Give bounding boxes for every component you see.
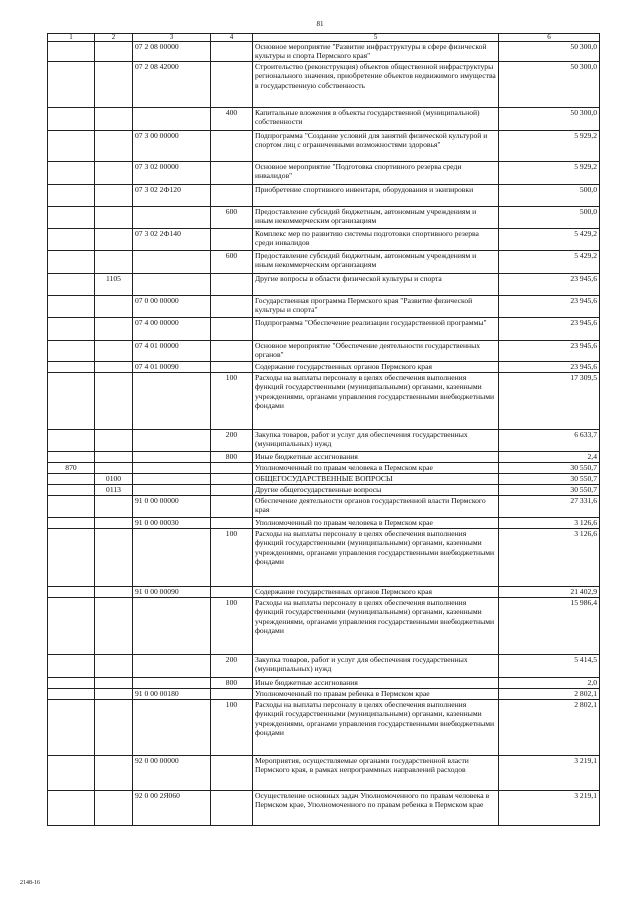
admin-code-cell bbox=[48, 273, 95, 295]
admin-code-cell bbox=[48, 228, 95, 250]
expense-type-cell bbox=[211, 42, 253, 62]
target-article-cell: 91 0 00 00030 bbox=[133, 517, 211, 528]
footer-code: 2148-16 bbox=[20, 880, 40, 886]
admin-code-cell bbox=[48, 361, 95, 372]
table-row bbox=[48, 340, 600, 361]
amount-cell: 50 300,0 bbox=[499, 107, 600, 130]
amount-cell: 3 219,1 bbox=[499, 790, 600, 825]
expense-type-cell: 600 bbox=[211, 206, 253, 228]
amount-cell: 3 126,6 bbox=[499, 517, 600, 528]
admin-code-cell bbox=[48, 295, 95, 317]
admin-code-cell: 870 bbox=[48, 462, 95, 473]
section-code-cell bbox=[95, 42, 133, 62]
admin-code-cell bbox=[48, 586, 95, 597]
admin-code-cell bbox=[48, 61, 95, 107]
admin-code-cell bbox=[48, 107, 95, 130]
admin-code-cell bbox=[48, 429, 95, 451]
description-cell: Иные бюджетные ассигнования bbox=[253, 677, 499, 688]
amount-cell: 27 331,6 bbox=[499, 495, 600, 517]
table-row bbox=[48, 184, 600, 206]
section-code-cell bbox=[95, 528, 133, 586]
column-header-4: 4 bbox=[211, 34, 253, 42]
expense-type-cell bbox=[211, 688, 253, 699]
expense-type-cell bbox=[211, 495, 253, 517]
target-article-cell bbox=[133, 528, 211, 586]
expense-type-cell bbox=[211, 61, 253, 107]
expense-type-cell bbox=[211, 130, 253, 161]
expense-type-cell bbox=[211, 317, 253, 340]
section-code-cell bbox=[95, 790, 133, 825]
expense-type-cell bbox=[211, 586, 253, 597]
description-cell: Уполномоченный по правам человека в Пермском крае bbox=[253, 462, 499, 473]
admin-code-cell bbox=[48, 790, 95, 825]
table-row bbox=[48, 273, 600, 295]
table-row bbox=[48, 688, 600, 699]
description-cell: Расходы на выплаты персоналу в целях обеспечения выполнения функций государственными (муниципальными) органами, казенными учреждениями, органами управления государственными внебюджетными фондами bbox=[253, 699, 499, 755]
expense-type-cell bbox=[211, 473, 253, 484]
section-code-cell bbox=[95, 107, 133, 130]
target-article-cell: 91 0 00 00180 bbox=[133, 688, 211, 699]
description-cell: Основное мероприятие "Развитие инфраструктуры в сфере физической культуры и спорта Пермского края" bbox=[253, 42, 499, 62]
admin-code-cell bbox=[48, 654, 95, 677]
admin-code-cell bbox=[48, 517, 95, 528]
admin-code-cell bbox=[48, 184, 95, 206]
table-row bbox=[48, 484, 600, 495]
section-code-cell: 0113 bbox=[95, 484, 133, 495]
amount-cell: 30 550,7 bbox=[499, 473, 600, 484]
description-cell: Государственная программа Пермского края "Развитие физической культуры и спорта" bbox=[253, 295, 499, 317]
table-row bbox=[48, 473, 600, 484]
amount-cell: 23 945,6 bbox=[499, 273, 600, 295]
target-article-cell bbox=[133, 206, 211, 228]
target-article-cell: 07 3 00 00000 bbox=[133, 130, 211, 161]
section-code-cell bbox=[95, 677, 133, 688]
expense-type-cell bbox=[211, 161, 253, 184]
target-article-cell: 91 0 00 00000 bbox=[133, 495, 211, 517]
admin-code-cell bbox=[48, 677, 95, 688]
description-cell: Мероприятия, осуществляемые органами государственной власти Пермского края, в рамках непрограммных направлений расходов bbox=[253, 755, 499, 790]
expense-type-cell: 800 bbox=[211, 451, 253, 462]
budget-table bbox=[47, 33, 600, 826]
description-cell: Предоставление субсидий бюджетным, автономным учреждениям и иным некоммерческим организациям bbox=[253, 206, 499, 228]
admin-code-cell bbox=[48, 250, 95, 273]
amount-cell: 21 402,9 bbox=[499, 586, 600, 597]
table-row bbox=[48, 451, 600, 462]
table-row bbox=[48, 790, 600, 825]
expense-type-cell bbox=[211, 361, 253, 372]
amount-cell: 2 802,1 bbox=[499, 699, 600, 755]
section-code-cell bbox=[95, 317, 133, 340]
table-row bbox=[48, 61, 600, 107]
section-code-cell bbox=[95, 250, 133, 273]
section-code-cell bbox=[95, 130, 133, 161]
expense-type-cell: 200 bbox=[211, 429, 253, 451]
target-article-cell bbox=[133, 597, 211, 654]
amount-cell: 17 309,5 bbox=[499, 372, 600, 429]
expense-type-cell bbox=[211, 755, 253, 790]
admin-code-cell bbox=[48, 755, 95, 790]
description-cell: Уполномоченный по правам ребенка в Пермском крае bbox=[253, 688, 499, 699]
section-code-cell bbox=[95, 495, 133, 517]
admin-code-cell bbox=[48, 528, 95, 586]
expense-type-cell bbox=[211, 295, 253, 317]
admin-code-cell bbox=[48, 372, 95, 429]
amount-cell: 5 414,5 bbox=[499, 654, 600, 677]
expense-type-cell bbox=[211, 462, 253, 473]
amount-cell: 5 429,2 bbox=[499, 228, 600, 250]
column-header-3: 3 bbox=[133, 34, 211, 42]
target-article-cell: 07 3 02 00000 bbox=[133, 161, 211, 184]
target-article-cell: 07 4 00 00000 bbox=[133, 317, 211, 340]
description-cell: Закупка товаров, работ и услуг для обеспечения государственных (муниципальных) нужд bbox=[253, 654, 499, 677]
description-cell: Осуществление основных задач Уполномоченного по правам человека в Пермском крае, Уполномоченного по правам ребенка в Пермском крае bbox=[253, 790, 499, 825]
description-cell: Расходы на выплаты персоналу в целях обеспечения выполнения функций государственными (муниципальными) органами, казенными учреждениями, органами управления государственными внебюджетными фондами bbox=[253, 597, 499, 654]
section-code-cell bbox=[95, 597, 133, 654]
table-row bbox=[48, 755, 600, 790]
amount-cell: 5 929,2 bbox=[499, 130, 600, 161]
section-code-cell bbox=[95, 372, 133, 429]
target-article-cell bbox=[133, 250, 211, 273]
table-row bbox=[48, 429, 600, 451]
description-cell: Обеспечение деятельности органов государственной власти Пермского края bbox=[253, 495, 499, 517]
expense-type-cell: 600 bbox=[211, 250, 253, 273]
section-code-cell bbox=[95, 184, 133, 206]
table-row bbox=[48, 295, 600, 317]
target-article-cell: 07 2 08 42000 bbox=[133, 61, 211, 107]
expense-type-cell bbox=[211, 340, 253, 361]
table-header-row bbox=[48, 34, 600, 42]
section-code-cell bbox=[95, 699, 133, 755]
column-header-5: 5 bbox=[253, 34, 499, 42]
description-cell: Уполномоченный по правам человека в Пермском крае bbox=[253, 517, 499, 528]
page-number: 81 bbox=[316, 20, 324, 28]
admin-code-cell bbox=[48, 495, 95, 517]
admin-code-cell bbox=[48, 317, 95, 340]
description-cell: Строительство (реконструкция) объектов общественной инфраструктуры регионального значения, приобретение объектов недвижимого имущества в государственную собственность bbox=[253, 61, 499, 107]
amount-cell: 23 945,6 bbox=[499, 317, 600, 340]
table-row bbox=[48, 528, 600, 586]
description-cell: Комплекс мер по развитию системы подготовки спортивного резерва среди инвалидов bbox=[253, 228, 499, 250]
target-article-cell: 07 0 00 00000 bbox=[133, 295, 211, 317]
amount-cell: 500,0 bbox=[499, 184, 600, 206]
admin-code-cell bbox=[48, 484, 95, 495]
expense-type-cell bbox=[211, 228, 253, 250]
table-row bbox=[48, 517, 600, 528]
column-header-6: 6 bbox=[499, 34, 600, 42]
amount-cell: 50 300,0 bbox=[499, 61, 600, 107]
table-row bbox=[48, 372, 600, 429]
table-row bbox=[48, 462, 600, 473]
description-cell: Основное мероприятие "Обеспечение деятельности государственных органов" bbox=[253, 340, 499, 361]
description-cell: Подпрограмма "Обеспечение реализации государственной программы" bbox=[253, 317, 499, 340]
admin-code-cell bbox=[48, 688, 95, 699]
section-code-cell bbox=[95, 228, 133, 250]
amount-cell: 50 300,0 bbox=[499, 42, 600, 62]
target-article-cell bbox=[133, 699, 211, 755]
target-article-cell bbox=[133, 372, 211, 429]
description-cell: Содержание государственных органов Пермского края bbox=[253, 586, 499, 597]
amount-cell: 23 945,6 bbox=[499, 340, 600, 361]
amount-cell: 15 986,4 bbox=[499, 597, 600, 654]
description-cell: Основное мероприятие "Подготовка спортивного резерва среди инвалидов" bbox=[253, 161, 499, 184]
target-article-cell: 07 3 02 2Ф120 bbox=[133, 184, 211, 206]
expense-type-cell: 100 bbox=[211, 597, 253, 654]
admin-code-cell bbox=[48, 161, 95, 184]
table-row bbox=[48, 107, 600, 130]
amount-cell: 23 945,6 bbox=[499, 295, 600, 317]
target-article-cell bbox=[133, 677, 211, 688]
target-article-cell: 92 0 00 00000 bbox=[133, 755, 211, 790]
target-article-cell bbox=[133, 273, 211, 295]
target-article-cell bbox=[133, 462, 211, 473]
target-article-cell: 07 4 01 00090 bbox=[133, 361, 211, 372]
amount-cell: 5 429,2 bbox=[499, 250, 600, 273]
section-code-cell bbox=[95, 517, 133, 528]
target-article-cell bbox=[133, 429, 211, 451]
section-code-cell bbox=[95, 295, 133, 317]
admin-code-cell bbox=[48, 597, 95, 654]
target-article-cell: 92 0 00 2Я060 bbox=[133, 790, 211, 825]
expense-type-cell bbox=[211, 517, 253, 528]
description-cell: ОБЩЕГОСУДАРСТВЕННЫЕ ВОПРОСЫ bbox=[253, 473, 499, 484]
section-code-cell bbox=[95, 654, 133, 677]
description-cell: Закупка товаров, работ и услуг для обеспечения государственных (муниципальных) нужд bbox=[253, 429, 499, 451]
amount-cell: 3 219,1 bbox=[499, 755, 600, 790]
amount-cell: 2,4 bbox=[499, 451, 600, 462]
amount-cell: 500,0 bbox=[499, 206, 600, 228]
expense-type-cell bbox=[211, 790, 253, 825]
target-article-cell: 07 3 02 2Ф140 bbox=[133, 228, 211, 250]
amount-cell: 6 633,7 bbox=[499, 429, 600, 451]
target-article-cell bbox=[133, 473, 211, 484]
description-cell: Содержание государственных органов Пермского края bbox=[253, 361, 499, 372]
section-code-cell bbox=[95, 206, 133, 228]
section-code-cell bbox=[95, 340, 133, 361]
description-cell: Иные бюджетные ассигнования bbox=[253, 451, 499, 462]
section-code-cell bbox=[95, 361, 133, 372]
target-article-cell bbox=[133, 654, 211, 677]
section-code-cell bbox=[95, 688, 133, 699]
expense-type-cell: 100 bbox=[211, 699, 253, 755]
description-cell: Другие вопросы в области физической культуры и спорта bbox=[253, 273, 499, 295]
expense-type-cell: 400 bbox=[211, 107, 253, 130]
table-row bbox=[48, 317, 600, 340]
admin-code-cell bbox=[48, 473, 95, 484]
column-header-1: 1 bbox=[48, 34, 95, 42]
description-cell: Расходы на выплаты персоналу в целях обеспечения выполнения функций государственными (муниципальными) органами, казенными учреждениями, органами управления государственными внебюджетными фондами bbox=[253, 372, 499, 429]
amount-cell: 2 802,1 bbox=[499, 688, 600, 699]
admin-code-cell bbox=[48, 42, 95, 62]
table-row bbox=[48, 495, 600, 517]
admin-code-cell bbox=[48, 699, 95, 755]
table-row bbox=[48, 130, 600, 161]
table-row bbox=[48, 654, 600, 677]
expense-type-cell bbox=[211, 273, 253, 295]
section-code-cell: 1105 bbox=[95, 273, 133, 295]
admin-code-cell bbox=[48, 340, 95, 361]
section-code-cell bbox=[95, 586, 133, 597]
table-row bbox=[48, 597, 600, 654]
expense-type-cell bbox=[211, 184, 253, 206]
table-row bbox=[48, 586, 600, 597]
section-code-cell: 0100 bbox=[95, 473, 133, 484]
table-row bbox=[48, 361, 600, 372]
admin-code-cell bbox=[48, 130, 95, 161]
description-cell: Приобретение спортивного инвентаря, оборудования и экипировки bbox=[253, 184, 499, 206]
amount-cell: 30 550,7 bbox=[499, 462, 600, 473]
expense-type-cell: 200 bbox=[211, 654, 253, 677]
description-cell: Другие общегосударственные вопросы bbox=[253, 484, 499, 495]
table-row bbox=[48, 228, 600, 250]
table-row bbox=[48, 161, 600, 184]
table-row bbox=[48, 42, 600, 62]
target-article-cell bbox=[133, 107, 211, 130]
admin-code-cell bbox=[48, 451, 95, 462]
expense-type-cell: 800 bbox=[211, 677, 253, 688]
expense-type-cell: 100 bbox=[211, 528, 253, 586]
section-code-cell bbox=[95, 462, 133, 473]
target-article-cell: 91 0 00 00090 bbox=[133, 586, 211, 597]
target-article-cell: 07 2 08 00000 bbox=[133, 42, 211, 62]
table-row bbox=[48, 677, 600, 688]
description-cell: Предоставление субсидий бюджетным, автономным учреждениям и иным некоммерческим организациям bbox=[253, 250, 499, 273]
section-code-cell bbox=[95, 429, 133, 451]
column-header-2: 2 bbox=[95, 34, 133, 42]
target-article-cell: 07 4 01 00000 bbox=[133, 340, 211, 361]
section-code-cell bbox=[95, 161, 133, 184]
admin-code-cell bbox=[48, 206, 95, 228]
amount-cell: 23 945,6 bbox=[499, 361, 600, 372]
section-code-cell bbox=[95, 451, 133, 462]
description-cell: Капитальные вложения в объекты государственной (муниципальной) собственности bbox=[253, 107, 499, 130]
amount-cell: 2,0 bbox=[499, 677, 600, 688]
amount-cell: 5 929,2 bbox=[499, 161, 600, 184]
description-cell: Расходы на выплаты персоналу в целях обеспечения выполнения функций государственными (муниципальными) органами, казенными учреждениями, органами управления государственными внебюджетными фондами bbox=[253, 528, 499, 586]
table-row bbox=[48, 699, 600, 755]
section-code-cell bbox=[95, 755, 133, 790]
table-row bbox=[48, 206, 600, 228]
expense-type-cell bbox=[211, 484, 253, 495]
table-row bbox=[48, 250, 600, 273]
target-article-cell bbox=[133, 451, 211, 462]
amount-cell: 3 126,6 bbox=[499, 528, 600, 586]
amount-cell: 30 550,7 bbox=[499, 484, 600, 495]
expense-type-cell: 100 bbox=[211, 372, 253, 429]
section-code-cell bbox=[95, 61, 133, 107]
target-article-cell bbox=[133, 484, 211, 495]
description-cell: Подпрограмма "Создание условий для занятий физической культурой и спортом лиц с ограниченными возможностями здоровья" bbox=[253, 130, 499, 161]
